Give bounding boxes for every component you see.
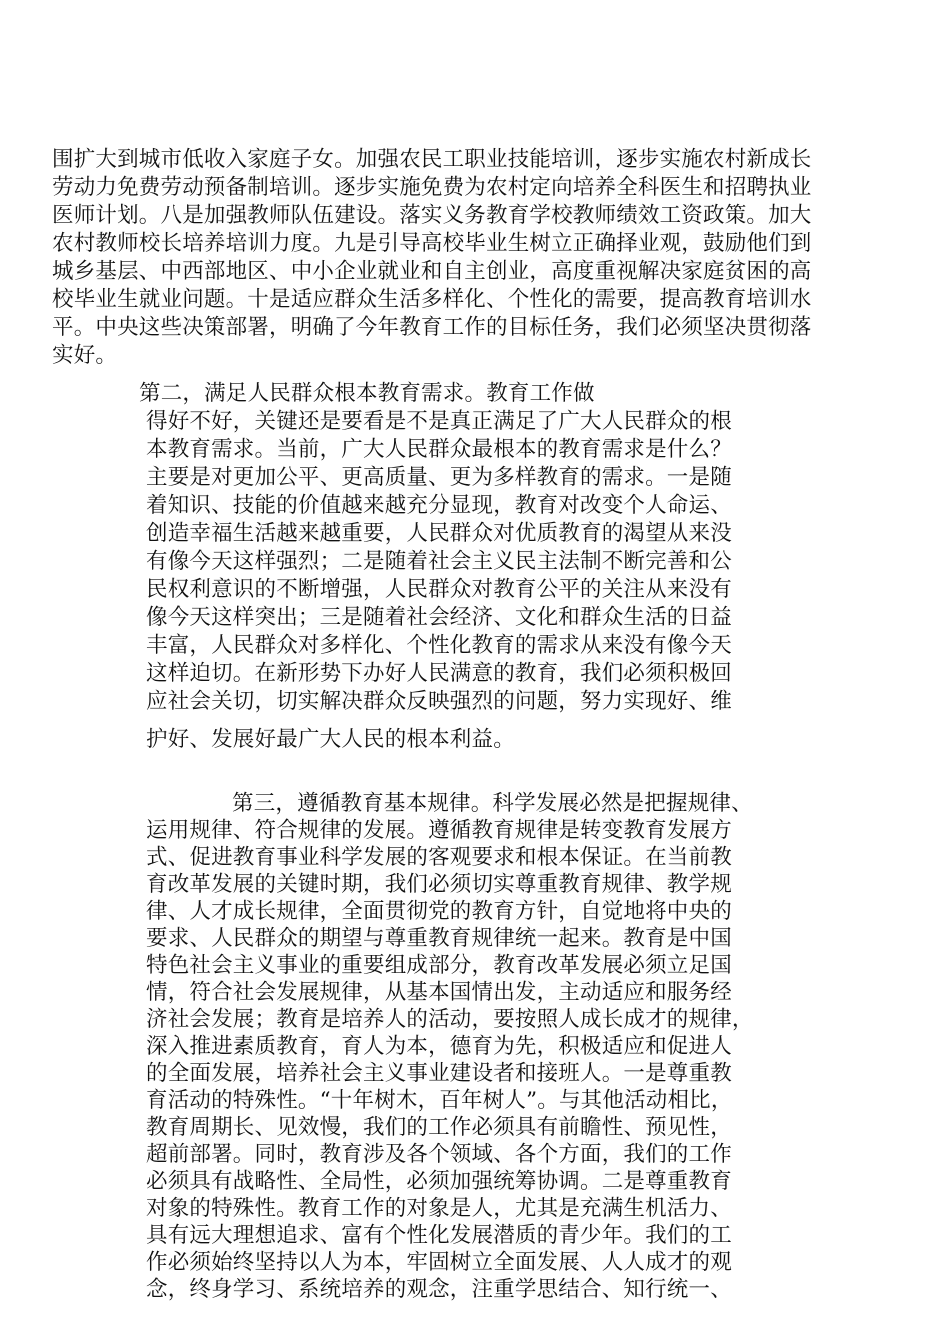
text-line: 像今天这样突出；三是随着社会经济、文化和群众生活的日益 [146,605,732,630]
text-line: 超前部署。同时，教育涉及各个领域、各个方面，我们的工作 [146,1142,732,1167]
text-line: 医师计划。八是加强教师队伍建设。落实义务教育学校教师绩效工资政策。加大 [52,203,812,228]
text-line: 特色社会主义事业的重要组成部分，教育改革发展必须立足国 [146,953,732,978]
text-line: 校毕业生就业问题。十是适应群众生活多样化、个性化的需要，提高教育培训水 [52,287,812,312]
text-line: 济社会发展；教育是培养人的活动，要按照人成长成才的规律， [146,1007,754,1032]
text-line: 运用规律、符合规律的发展。遵循教育规律是转变教育发展方 [146,818,732,843]
text-line: 情，符合社会发展规律，从基本国情出发，主动适应和服务经 [146,980,732,1005]
text-line: 护好、发展好最广大人民的根本利益。 [146,727,515,752]
text-line: 念，终身学习、系统培养的观念，注重学思结合、知行统一、 [146,1277,732,1302]
text-line: 式、促进教育事业科学发展的客观要求和根本保证。在当前教 [146,845,732,870]
text-line: 有像今天这样强烈；二是随着社会主义民主法制不断完善和公 [146,549,732,574]
text-line: 这样迫切。在新形势下办好人民满意的教育，我们必须积极回 [146,661,732,686]
text-line: 应社会关切，切实解决群众反映强烈的问题，努力实现好、维 [146,689,732,714]
text-line: 得好不好，关键还是要看是不是真正满足了广大人民群众的根 [146,409,732,434]
text-line: 的全面发展，培养社会主义事业建设者和接班人。一是尊重教 [146,1061,732,1086]
text-line: 对象的特殊性。教育工作的对象是人，尤其是充满生机活力、 [146,1196,732,1221]
text-line: 城乡基层、中西部地区、中小企业就业和自主创业，高度重视解决家庭贫困的高 [52,259,812,284]
text-line: 丰富，人民群众对多样化、个性化教育的需求从来没有像今天 [146,633,732,658]
text-line: 民权利意识的不断增强，人民群众对教育公平的关注从来没有 [146,577,732,602]
text-line: 主要是对更加公平、更高质量、更为多样教育的需求。一是随 [146,465,732,490]
text-line: 着知识、技能的价值越来越充分显现，教育对改变个人命运、 [146,493,732,518]
paragraph-heading: 第二，满足人民群众根本教育需求。教育工作做 [139,381,595,406]
text-line: 育改革发展的关键时期，我们必须切实尊重教育规律、教学规 [146,872,732,897]
text-line: 深入推进素质教育，育人为本，德育为先，积极适应和促进人 [146,1034,732,1059]
text-line: 劳动力免费劳动预备制培训。逐步实施免费为农村定向培养全科医生和招聘执业 [52,175,812,200]
text-line: 农村教师校长培养培训力度。九是引导高校毕业生树立正确择业观，鼓励他们到 [52,231,812,256]
text-line: 实好。 [52,343,118,368]
text-line: 具有远大理想追求、富有个性化发展潜质的青少年。我们的工 [146,1223,732,1248]
text-line: 必须具有战略性、全局性，必须加强统筹协调。二是尊重教育 [146,1169,732,1194]
text-line: 围扩大到城市低收入家庭子女。加强农民工职业技能培训，逐步实施农村新成长 [52,147,812,172]
text-line: 本教育需求。当前，广大人民群众最根本的教育需求是什么？ [146,437,732,462]
text-line: 平。中央这些决策部署，明确了今年教育工作的目标任务，我们必须坚决贯彻落 [52,315,812,340]
text-line: 要求、人民群众的期望与尊重教育规律统一起来。教育是中国 [146,926,732,951]
paragraph-heading: 第三，遵循教育基本规律。科学发展必然是把握规律、 [232,791,753,816]
text-line: 创造幸福生活越来越重要，人民群众对优质教育的渴望从来没 [146,521,732,546]
text-line: 律、人才成长规律，全面贯彻党的教育方针，自觉地将中央的 [146,899,732,924]
text-line: 育活动的特殊性。“十年树木，百年树人”。与其他活动相比， [146,1088,733,1113]
text-line: 教育周期长、见效慢，我们的工作必须具有前瞻性、预见性， [146,1115,732,1140]
text-line: 作必须始终坚持以人为本，牢固树立全面发展、人人成才的观 [146,1250,732,1275]
